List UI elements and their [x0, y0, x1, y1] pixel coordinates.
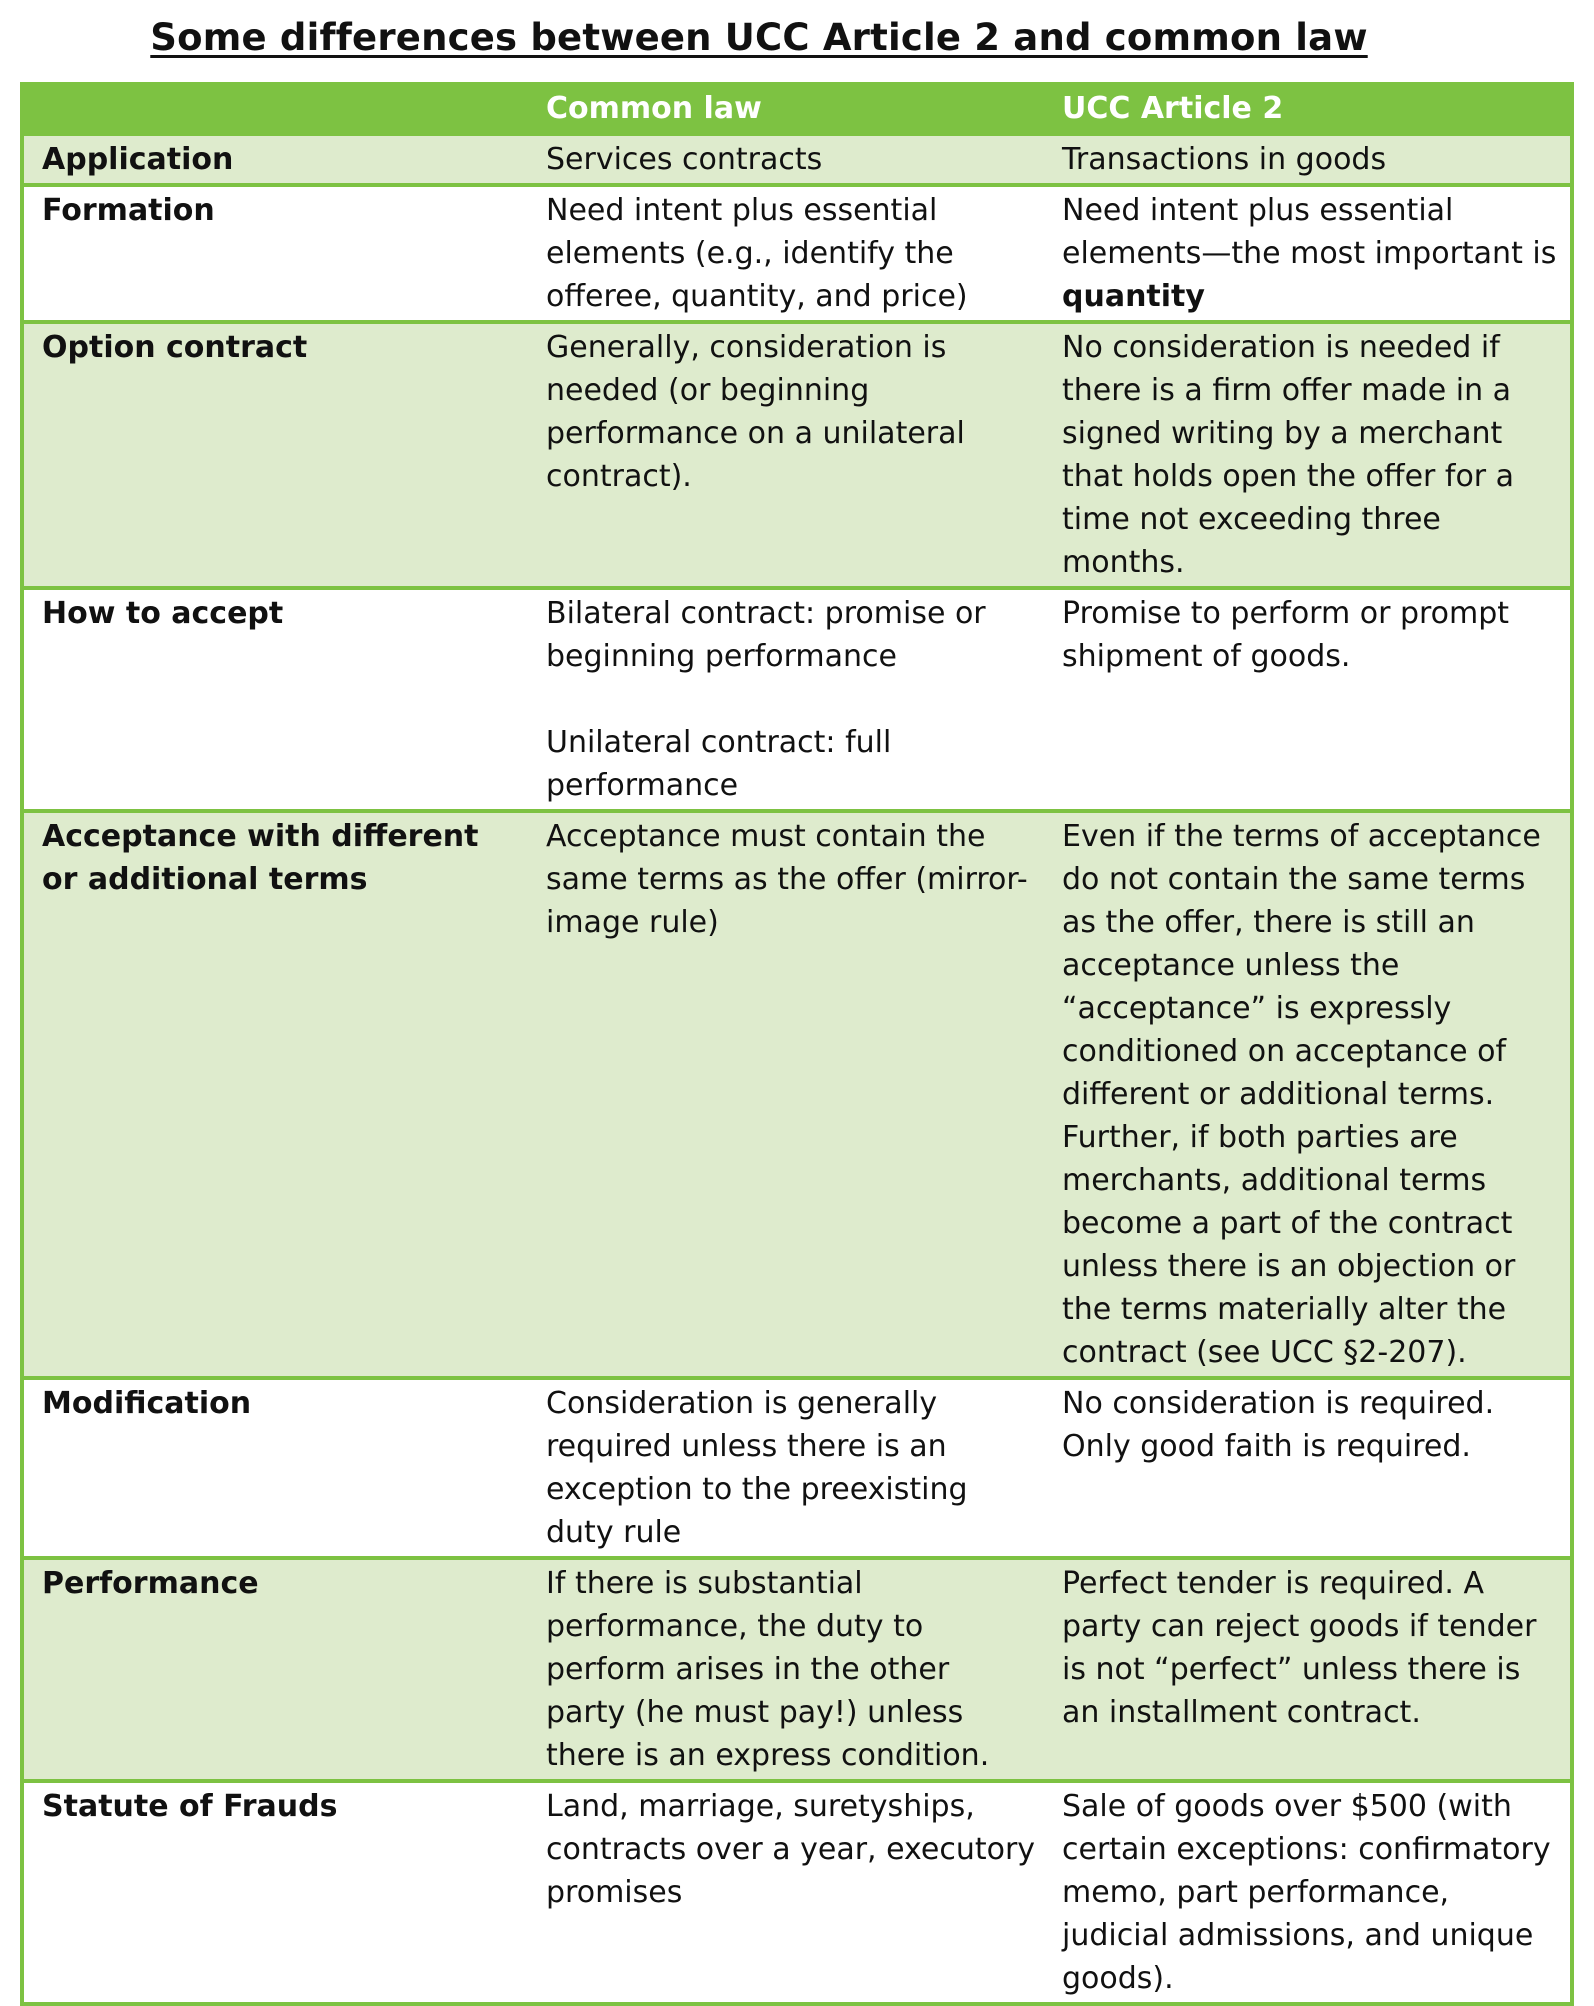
row-label: Formation — [22, 185, 528, 322]
ucc-cell: Promise to perform or prompt shipment of goods. — [1044, 588, 1572, 811]
table-row-acceptance-terms — [22, 811, 1572, 1378]
row-label: Modification — [22, 1378, 528, 1558]
table-row-how-to-accept — [22, 588, 1572, 811]
table-row-statute-of-frauds — [22, 1781, 1572, 2004]
ucc-cell: No consideration is needed if there is a firm offer made in a signed writing by a merchant that holds open the offer for a time not exceeding three months. — [1044, 322, 1572, 588]
table-row-performance — [22, 1558, 1572, 1781]
common-law-cell: Acceptance must contain the same terms as the offer (mirror-image rule) — [528, 811, 1044, 1378]
common-law-paragraph: Bilateral contract: promise or beginning performance — [546, 596, 986, 674]
table-row-modification — [22, 1378, 1572, 1558]
table-row-option-contract — [22, 322, 1572, 588]
row-label: Statute of Frauds — [22, 1781, 528, 2004]
ucc-cell: No consideration is required. Only good faith is required. — [1044, 1378, 1572, 1558]
common-law-cell: Need intent plus essential elements (e.g., identify the offeree, quantity, and price) — [528, 185, 1044, 322]
ucc-text: Need intent plus essential elements—the most important is — [1062, 193, 1557, 271]
table-row-formation — [22, 185, 1572, 322]
ucc-cell: Perfect tender is required. A party can reject goods if tender is not “perfect” unless there is an installment contract. — [1044, 1558, 1572, 1781]
row-label: How to accept — [22, 588, 528, 811]
table-row-application — [22, 134, 1572, 185]
header-cell-topic — [22, 84, 528, 134]
ucc-cell: Transactions in goods — [1044, 134, 1572, 185]
page-title: Some differences between UCC Article 2 and common law — [150, 16, 1368, 59]
header-cell-common-law: Common law — [528, 84, 1044, 134]
common-law-cell: If there is substantial performance, the duty to perform arises in the other party (he must pay!) unless there is an express condition. — [528, 1558, 1044, 1781]
common-law-paragraph: Unilateral contract: full performance — [546, 725, 892, 803]
paragraph-gap — [546, 678, 1036, 721]
common-law-cell: Land, marriage, suretyships, contracts over a year, executory promises — [528, 1781, 1044, 2004]
row-label: Acceptance with different or additional terms — [22, 811, 528, 1378]
row-label: Option contract — [22, 322, 528, 588]
row-label: Application — [22, 134, 528, 185]
ucc-cell: Sale of goods over $500 (with certain exceptions: confirmatory memo, part performance, judicial admissions, and unique goods). — [1044, 1781, 1572, 2004]
table-header-row — [22, 84, 1572, 134]
ucc-emphasis: quantity — [1062, 279, 1205, 314]
common-law-cell: Services contracts — [528, 134, 1044, 185]
row-label: Performance — [22, 1558, 528, 1781]
common-law-cell: Generally, consideration is needed (or beginning performance on a unilateral contract). — [528, 322, 1044, 588]
ucc-cell — [1044, 185, 1572, 322]
common-law-cell: Consideration is generally required unless there is an exception to the preexisting duty rule — [528, 1378, 1044, 1558]
common-law-cell — [528, 588, 1044, 811]
header-cell-ucc: UCC Article 2 — [1044, 84, 1572, 134]
ucc-cell: Even if the terms of acceptance do not contain the same terms as the offer, there is still an acceptance unless the “acceptance” is expressly conditioned on acceptance of different or additional terms. Further, if both parties are merchants, additional terms become a part of the contract unless there is an objection or the terms materially alter the contract (see UCC §2-207). — [1044, 811, 1572, 1378]
comparison-table — [20, 82, 1574, 2006]
